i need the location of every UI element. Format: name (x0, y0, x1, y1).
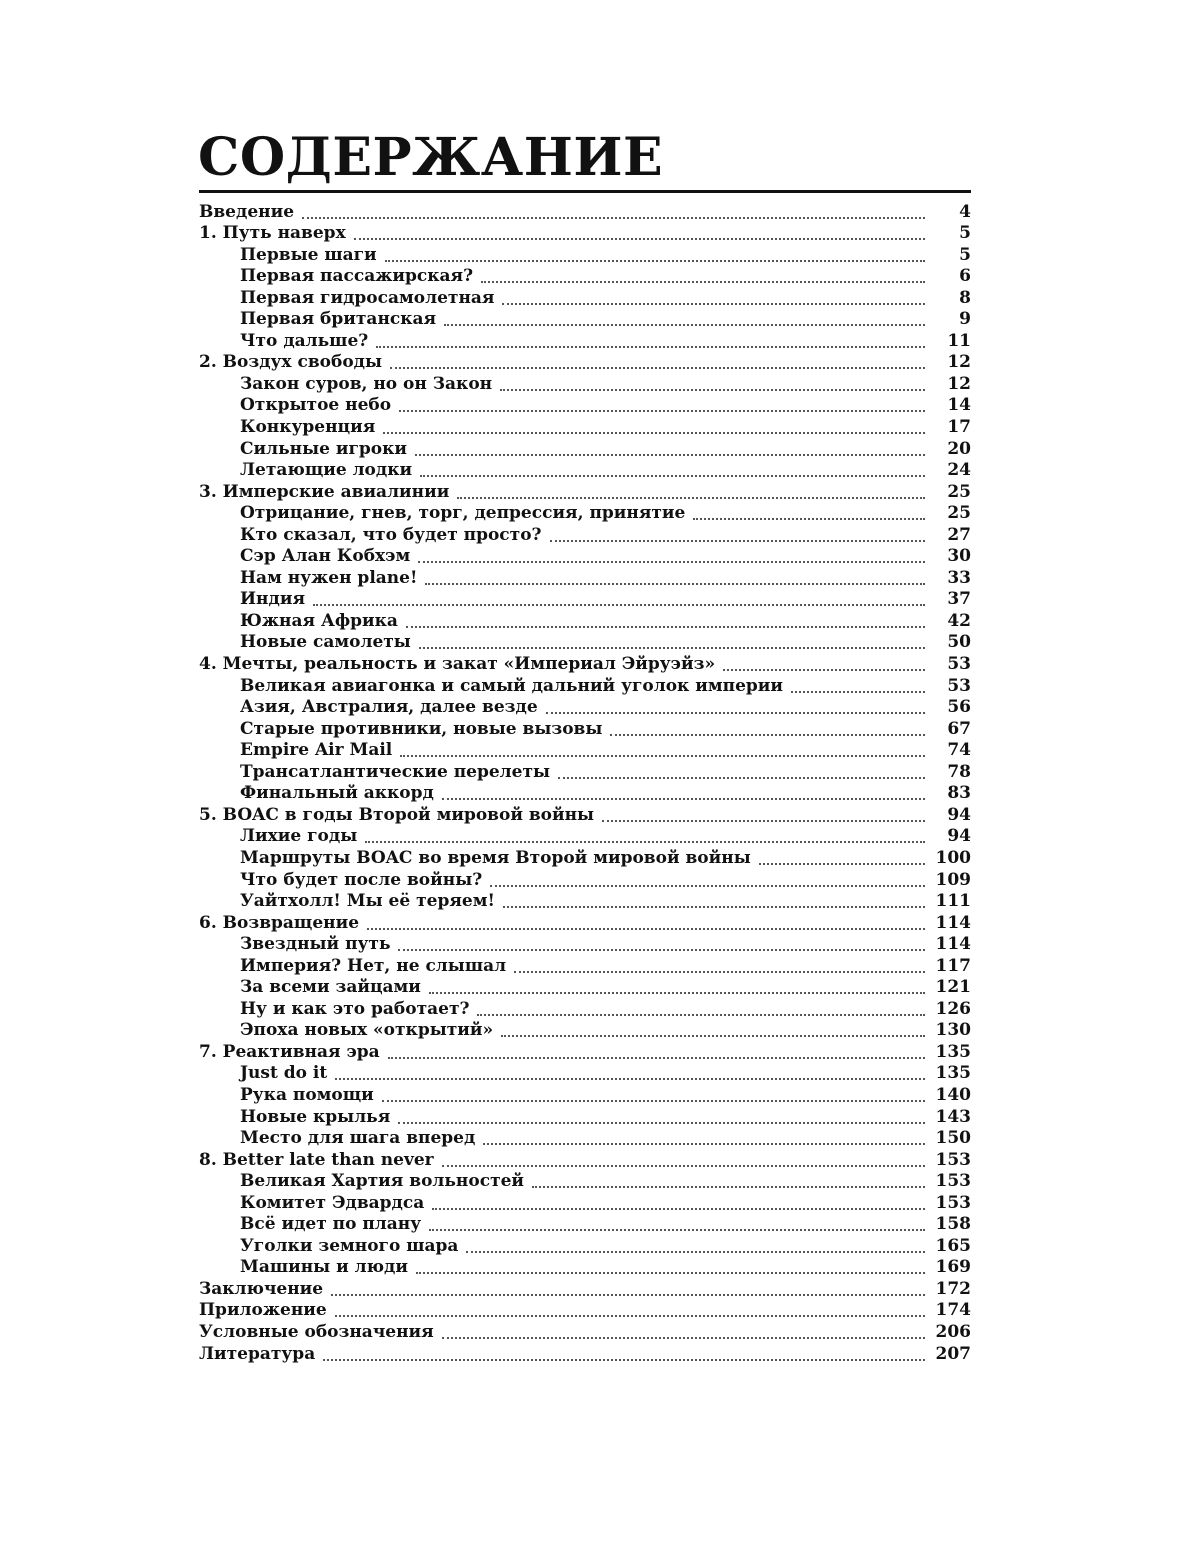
toc-entry-title: Великая Хартия вольностей (199, 1171, 532, 1192)
toc-page-number: 153 (935, 1171, 971, 1192)
toc-page-number: 11 (947, 330, 971, 351)
toc-entry-title: Введение (199, 202, 302, 223)
toc-dot-leader (420, 475, 925, 477)
toc-subentry (199, 847, 971, 869)
toc-entry (199, 1041, 971, 1063)
toc-subentry (199, 266, 971, 288)
toc-entry-title: 7. Реактивная эра (199, 1042, 388, 1063)
toc-entry-title: Всё идет по плану (199, 1214, 429, 1235)
toc-dot-leader (335, 1315, 925, 1317)
toc-subentry (199, 675, 971, 697)
toc-dot-leader (335, 1078, 925, 1080)
toc-page-number: 150 (935, 1128, 971, 1149)
toc-entry-title: Новые самолеты (199, 632, 419, 653)
toc-entry-title: Машины и люди (199, 1257, 416, 1278)
toc-entry-title: Азия, Австралия, далее везде (199, 697, 546, 718)
toc-dot-leader (331, 1294, 925, 1296)
toc-subentry (199, 1128, 971, 1150)
toc-page-number: 30 (947, 546, 971, 567)
toc-page-number: 74 (947, 740, 971, 761)
toc-entry (199, 1300, 971, 1322)
toc-subentry (199, 330, 971, 352)
toc-dot-leader (457, 497, 925, 499)
toc-subentry (199, 567, 971, 589)
toc-dot-leader (602, 820, 925, 822)
toc-entry-title: Ну и как это работает? (199, 999, 477, 1020)
toc-dot-leader (432, 1208, 925, 1210)
toc-page-number: 25 (947, 503, 971, 524)
toc-entry-title: 4. Мечты, реальность и закат «Империал Эйруэйз» (199, 654, 723, 675)
toc-dot-leader (501, 1035, 925, 1037)
toc-entry-title: 2. Воздух свободы (199, 352, 390, 373)
toc-subentry (199, 546, 971, 568)
toc-subentry (199, 589, 971, 611)
toc-page-number: 94 (947, 826, 971, 847)
toc-subentry (199, 891, 971, 913)
toc-dot-leader (323, 1359, 925, 1361)
toc-entry-title: Закон суров, но он Закон (199, 374, 500, 395)
toc-dot-leader (425, 583, 925, 585)
toc-subentry (199, 1084, 971, 1106)
toc-entry (199, 653, 971, 675)
toc-entry-title: Место для шага вперед (199, 1128, 483, 1149)
toc-entry-title: Южная Африка (199, 611, 406, 632)
toc-dot-leader (791, 691, 925, 693)
toc-dot-leader (610, 734, 925, 736)
toc-entry (199, 1278, 971, 1300)
toc-page-number: 206 (935, 1321, 971, 1342)
toc-page-number: 100 (935, 847, 971, 868)
toc-page-number: 83 (947, 783, 971, 804)
toc-entry-title: Первые шаги (199, 245, 385, 266)
toc-dot-leader (429, 1229, 925, 1231)
toc-entry-title: Финальный аккорд (199, 783, 442, 804)
toc-dot-leader (558, 777, 925, 779)
toc-entry-title: Великая авиагонка и самый дальний уголок империи (199, 676, 791, 697)
toc-subentry (199, 1020, 971, 1042)
toc-page-number: 50 (947, 632, 971, 653)
toc-page-number: 158 (935, 1214, 971, 1235)
toc-subentry (199, 395, 971, 417)
toc-subentry (199, 610, 971, 632)
toc-dot-leader (550, 540, 926, 542)
toc-dot-leader (502, 303, 925, 305)
toc-subentry (199, 524, 971, 546)
toc-page-number: 207 (935, 1343, 971, 1364)
toc-page-number: 24 (947, 460, 971, 481)
toc-entry-title: Условные обозначения (199, 1322, 442, 1343)
toc-page-number: 140 (935, 1084, 971, 1105)
toc-dot-leader (354, 238, 925, 240)
toc-subentry (199, 1171, 971, 1193)
title-rule (199, 190, 971, 193)
toc-subentry (199, 761, 971, 783)
toc-page-number: 94 (947, 804, 971, 825)
toc-entry (199, 481, 971, 503)
toc-dot-leader (481, 281, 925, 283)
toc-entry-title: Открытое небо (199, 395, 399, 416)
toc-page-number: 17 (947, 417, 971, 438)
toc-page-number: 135 (935, 1063, 971, 1084)
toc-page-number: 117 (935, 955, 971, 976)
toc-dot-leader (385, 260, 925, 262)
toc-dot-leader (398, 1122, 925, 1124)
toc-dot-leader (442, 1337, 925, 1339)
toc-subentry (199, 1257, 971, 1279)
toc-dot-leader (376, 346, 925, 348)
toc-page-number: 37 (947, 589, 971, 610)
toc-subentry (199, 438, 971, 460)
toc-entry-title: Звездный путь (199, 934, 398, 955)
toc-page-number: 4 (959, 201, 971, 222)
toc-entry-title: 5. BOAC в годы Второй мировой войны (199, 805, 602, 826)
toc-entry-title: 6. Возвращение (199, 913, 367, 934)
toc-page-number: 78 (947, 761, 971, 782)
toc-entry-title: Первая пассажирская? (199, 266, 481, 287)
toc-entry-title: Трансатлантические перелеты (199, 762, 558, 783)
toc-dot-leader (532, 1186, 925, 1188)
toc-dot-leader (442, 798, 925, 800)
toc-subentry (199, 632, 971, 654)
toc-subentry (199, 1063, 971, 1085)
toc-subentry (199, 373, 971, 395)
toc-page-number: 114 (935, 934, 971, 955)
toc-entry-title: Сэр Алан Кобхэм (199, 546, 418, 567)
toc-entry-title: Первая гидросамолетная (199, 288, 502, 309)
toc-dot-leader (415, 454, 925, 456)
toc-page-number: 6 (959, 266, 971, 287)
toc-entry-title: Кто сказал, что будет просто? (199, 525, 550, 546)
toc-page-number: 67 (947, 718, 971, 739)
toc-entry (199, 352, 971, 374)
toc-dot-leader (399, 410, 925, 412)
toc-entry-title: Что будет после войны? (199, 870, 490, 891)
toc-entry-title: Индия (199, 589, 313, 610)
toc-entry-title: Эпоха новых «открытий» (199, 1020, 501, 1041)
toc-entry-title: Империя? Нет, не слышал (199, 956, 514, 977)
toc-page-number: 53 (947, 654, 971, 675)
toc-entry-title: Уголки земного шара (199, 1236, 466, 1257)
toc-dot-leader (418, 561, 925, 563)
toc-page-number: 14 (947, 395, 971, 416)
toc-dot-leader (723, 669, 925, 671)
toc-subentry (199, 697, 971, 719)
toc-dot-leader (383, 432, 925, 434)
toc-page-number: 169 (935, 1257, 971, 1278)
toc-entry-title: 3. Имперские авиалинии (199, 482, 457, 503)
toc-entry-title: 8. Better late than never (199, 1150, 442, 1171)
toc-dot-leader (444, 324, 925, 326)
toc-entry-title: Нам нужен plane! (199, 568, 425, 589)
toc-subentry (199, 416, 971, 438)
toc-dot-leader (416, 1272, 925, 1274)
toc-page-number: 126 (935, 998, 971, 1019)
toc-subentry (199, 783, 971, 805)
toc-entry (199, 804, 971, 826)
toc-entry (199, 1321, 971, 1343)
toc-entry (199, 912, 971, 934)
toc-page-number: 135 (935, 1041, 971, 1062)
toc-subentry (199, 503, 971, 525)
toc-page-number: 153 (935, 1192, 971, 1213)
page-title: СОДЕРЖАНИЕ (198, 127, 664, 188)
toc-subentry (199, 309, 971, 331)
toc-page-number: 5 (959, 244, 971, 265)
toc-entry (199, 1343, 971, 1365)
toc-subentry (199, 998, 971, 1020)
toc-entry-title: Лихие годы (199, 826, 365, 847)
toc-page-number: 12 (947, 373, 971, 394)
toc-page-number: 5 (959, 223, 971, 244)
toc-subentry (199, 287, 971, 309)
toc-entry-title: Комитет Эдвардса (199, 1193, 432, 1214)
table-of-contents (199, 201, 971, 1365)
toc-page-number: 42 (947, 610, 971, 631)
toc-page-number: 121 (935, 977, 971, 998)
toc-entry-title: Что дальше? (199, 331, 376, 352)
toc-page-number: 111 (935, 891, 971, 912)
toc-dot-leader (429, 992, 925, 994)
toc-subentry (199, 826, 971, 848)
toc-page-number: 130 (935, 1020, 971, 1041)
toc-dot-leader (365, 841, 925, 843)
toc-page-number: 25 (947, 481, 971, 502)
toc-entry-title: Маршруты BOAC во время Второй мировой войны (199, 848, 759, 869)
toc-entry-title: Заключение (199, 1279, 331, 1300)
toc-dot-leader (400, 755, 925, 757)
toc-dot-leader (382, 1100, 925, 1102)
toc-dot-leader (302, 217, 925, 219)
toc-entry-title: Уайтхолл! Мы её теряем! (199, 891, 503, 912)
toc-entry-title: За всеми зайцами (199, 977, 429, 998)
toc-page-number: 12 (947, 352, 971, 373)
toc-page-number: 27 (947, 524, 971, 545)
toc-dot-leader (388, 1057, 925, 1059)
toc-subentry (199, 1106, 971, 1128)
toc-entry-title: Empire Air Mail (199, 740, 400, 761)
toc-entry-title: 1. Путь наверх (199, 223, 354, 244)
toc-dot-leader (367, 928, 925, 930)
toc-entry-title: Рука помощи (199, 1085, 382, 1106)
toc-page-number: 172 (935, 1278, 971, 1299)
toc-dot-leader (490, 885, 925, 887)
toc-subentry (199, 977, 971, 999)
toc-dot-leader (466, 1251, 925, 1253)
toc-page-number: 9 (959, 309, 971, 330)
toc-subentry (199, 460, 971, 482)
toc-dot-leader (759, 863, 925, 865)
toc-entry-title: Just do it (199, 1063, 335, 1084)
toc-entry (199, 201, 971, 223)
toc-page-number: 53 (947, 675, 971, 696)
toc-dot-leader (398, 949, 925, 951)
toc-dot-leader (477, 1014, 925, 1016)
toc-dot-leader (514, 971, 925, 973)
toc-entry-title: Приложение (199, 1300, 335, 1321)
toc-dot-leader (693, 518, 925, 520)
toc-subentry (199, 718, 971, 740)
toc-entry-title: Летающие лодки (199, 460, 420, 481)
toc-page-number: 174 (935, 1300, 971, 1321)
toc-dot-leader (406, 626, 925, 628)
toc-page-number: 143 (935, 1106, 971, 1127)
toc-subentry (199, 244, 971, 266)
toc-entry-title: Конкуренция (199, 417, 383, 438)
toc-page-number: 8 (959, 287, 971, 308)
toc-entry (199, 1149, 971, 1171)
toc-page-number: 20 (947, 438, 971, 459)
toc-subentry (199, 934, 971, 956)
toc-entry-title: Литература (199, 1344, 323, 1365)
toc-subentry (199, 1214, 971, 1236)
toc-subentry (199, 1235, 971, 1257)
toc-page-number: 114 (935, 912, 971, 933)
toc-dot-leader (503, 906, 925, 908)
toc-entry-title: Новые крылья (199, 1107, 398, 1128)
toc-subentry (199, 869, 971, 891)
toc-subentry (199, 740, 971, 762)
toc-entry-title: Отрицание, гнев, торг, депрессия, принятие (199, 503, 693, 524)
toc-page-number: 56 (947, 697, 971, 718)
toc-dot-leader (313, 604, 925, 606)
toc-entry-title: Сильные игроки (199, 439, 415, 460)
toc-dot-leader (419, 647, 925, 649)
toc-dot-leader (546, 712, 925, 714)
toc-entry-title: Старые противники, новые вызовы (199, 719, 610, 740)
toc-dot-leader (500, 389, 925, 391)
toc-entry (199, 223, 971, 245)
toc-subentry (199, 955, 971, 977)
toc-dot-leader (442, 1165, 925, 1167)
toc-page-number: 33 (947, 567, 971, 588)
toc-dot-leader (483, 1143, 925, 1145)
toc-entry-title: Первая британская (199, 309, 444, 330)
toc-dot-leader (390, 367, 925, 369)
toc-page-number: 109 (935, 869, 971, 890)
toc-page-number: 153 (935, 1149, 971, 1170)
toc-subentry (199, 1192, 971, 1214)
toc-page-number: 165 (935, 1235, 971, 1256)
